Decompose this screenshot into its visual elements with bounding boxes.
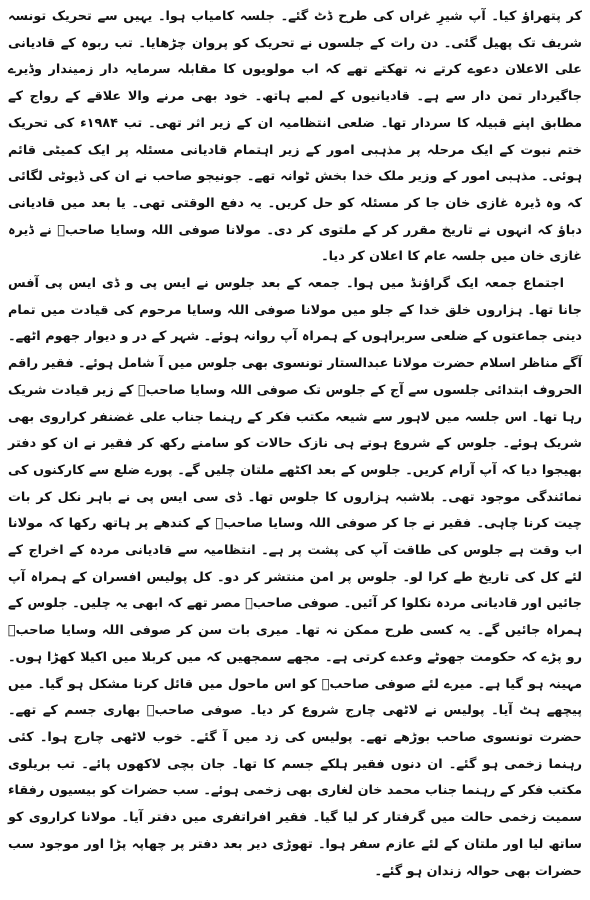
paragraph-2: اجتماع جمعہ ایک گراؤنڈ میں ہوا۔ جمعہ کے بعد جلوس نے ایس پی و ڈی ایس پی آفس جانا تھا۔ ہزاروں خلق خدا کے جلو میں مولانا صوفی اللہ وسایا مرحوم کی قیادت میں تمام دینی جماعتوں کے ضلعی سربراہوں کے ہمراہ آپ روانہ ہوئے۔ شہر کے در و دیوار جھوم اٹھے۔ آگے مناظر اسلام حضرت مولانا عبدالستار تونسوی بھی جلوس میں آ شامل ہوئے۔ فقیر راقم الحروف ابتدائی جلسوں سے آج کے جلوس تک صوفی اللہ وسایا صاحبؒ کے زیر قیادت شریک رہا تھا۔ اس جلسہ میں لاہور سے شیعہ مکتب فکر کے رہنما جناب علی غضنفر کراروی بھی شریک ہوئے۔ جلوس کے شروع ہوتے ہی نازک حالات کو سامنے رکھ کر فقیر نے ان کو دفتر بھیجوا دیا کہ آپ آرام کریں۔ جلوس کے بعد اکٹھے ملتان چلیں گے۔ پورے ضلع سے کارکنوں کی نمائندگی موجود تھی۔ بلاشبہ ہزاروں کا جلوس تھا۔ ڈی سی ایس پی نے باہر نکل کر بات چیت کرنا چاہی۔ فقیر نے جا کر صوفی اللہ وسایا صاحبؒ کے کندھے پر ہاتھ رکھا کہ مولانا اب وقت ہے جلوس کی طاقت آپ کی پشت پر ہے۔ انتظامیہ سے قادیانی مردہ کے اخراج کے لئے کل کی تاریخ طے کرا لو۔ جلوس پر امن منتشر کر دو۔ کل پولیس افسران کے ہمراہ آپ جائیں اور قادیانی مردہ نکلوا کر آئیں۔ صوفی صاحبؒ مصر تھے کہ ابھی یہ چلیں۔ جلوس کے ہمراہ جائیں گے۔ یہ کسی طرح ممکن نہ تھا۔ میری بات سن کر صوفی اللہ وسایا صاحبؒ رو پڑے کہ حکومت جھوٹے وعدے کرتی ہے۔ مجھے سمجھیں کہ میں کربلا میں اکیلا کھڑا ہوں۔ مہینہ ہو گیا ہے۔ میرے لئے صوفی صاحبؒ کو اس ماحول میں قائل کرنا مشکل ہو گیا۔ میں پیچھے ہٹ آیا۔ پولیس نے لاٹھی چارج شروع کر دیا۔ صوفی صاحبؒ بھاری جسم کے تھے۔ حضرت تونسوی صاحب بوڑھے تھے۔ پولیس کی زد میں آ گئے۔ خوب لاٹھی چارج ہوا۔ کئی رہنما زخمی ہو گئے۔ ان دنوں فقیر ہلکے جسم کا تھا۔ جان بچی لاکھوں پائے۔ تب بریلوی مکتب فکر کے رہنما جناب محمد خان لغاری بھی زخمی ہوئے۔ سب حضرات کو بیسیوں رفقاء سمیت زخمی حالت میں گرفتار کر لیا گیا۔ فقیر افراتفری میں دفتر آیا۔ مولانا کراروی کو ساتھ لیا اور ملتان کے لئے عازم سفر ہوا۔ تھوڑی دیر بعد دفتر پر چھاپہ پڑا اور موجود سب حضرات بھی حوالہ زندان ہو گئے۔ bbox=[8, 276, 582, 879]
urdu-text-body bbox=[8, 4, 582, 885]
paragraph-1: کر پتھراؤ کیا۔ آپ شیرِ غراں کی طرح ڈٹ گئے۔ جلسہ کامیاب ہوا۔ یہیں سے تحریک تونسہ شریف تک پھیل گئی۔ دن رات کے جلسوں نے تحریک کو پروان چڑھایا۔ تب ربوہ کے قادیانی علی الاعلان دعوے کرتے نہ تھکتے تھے کہ اب مولویوں کا مقابلہ سرمایہ دار زمیندار وڈیرے جاگیردار تمن دار سے ہے۔ قادیانیوں کے لمبے ہاتھ۔ خود بھی مرنے والا علاقے کے رواج کے مطابق اپنے قبیلہ کا سردار تھا۔ ضلعی انتظامیہ ان کے زیر اثر تھی۔ تب ۱۹۸۴ء کی تحریک ختم نبوت کے ایک مرحلہ پر مذہبی امور کے زیر اہتمام قادیانی مسئلہ پر ایک کمیٹی قائم ہوئی۔ مذہبی امور کے وزیر ملک خدا بخش ٹوانہ تھے۔ جونیجو صاحب نے ان کی ڈیوٹی لگائی کہ وہ ڈیرہ غازی خان جا کر مسئلہ کو حل کریں۔ یہ دفع الوقتی تھی۔ یا بعد میں قادیانی دباؤ کہ انہوں نے تاریخ مقرر کر کے ملتوی کر دی۔ مولانا صوفی اللہ وسایا صاحبؒ نے ڈیرہ غازی خان میں جلسہ عام کا اعلان کر دیا۔ bbox=[8, 9, 582, 265]
